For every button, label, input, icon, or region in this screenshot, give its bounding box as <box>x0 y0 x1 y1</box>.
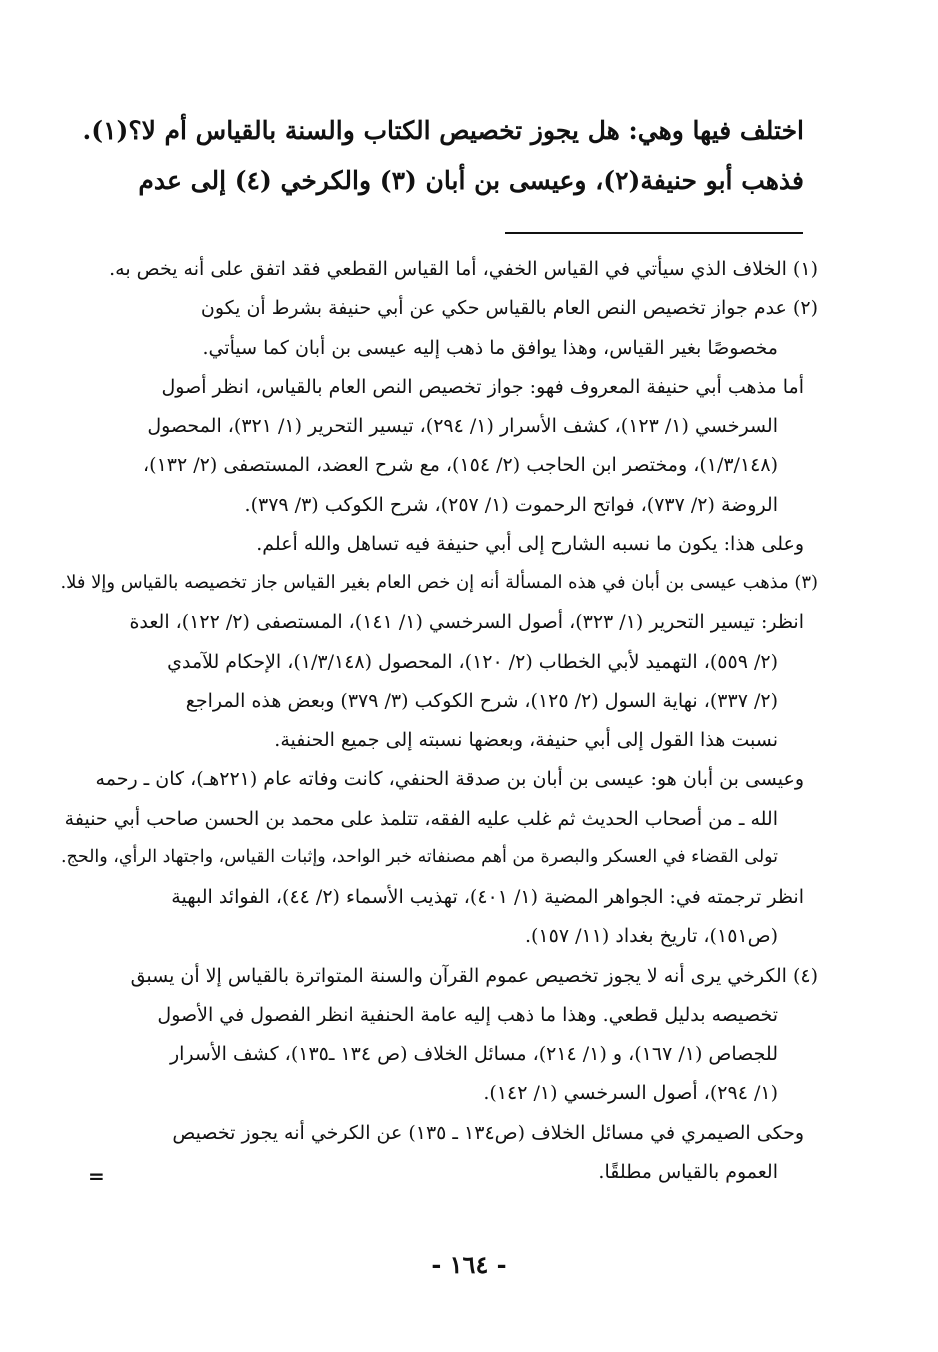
footnote-line: (١/ ٢٩٤)، أصول السرخسي (١/ ١٤٢). <box>483 1082 778 1104</box>
footnote-line: (٢) عدم جواز تخصيص النص العام بالقياس حكي عن أبي حنيفة بشرط أن يكون <box>200 297 818 319</box>
footnote-separator <box>505 232 803 234</box>
footnote-line: للجصاص (١/ ١٦٧)، و (١/ ٢١٤)، مسائل الخلاف (ص ١٣٤ ـ١٣٥)، كشف الأسرار <box>169 1043 778 1065</box>
footnote-line: نسبت هذا القول إلى أبي حنيفة، وبعضها نسبته إلى جميع الحنفية. <box>274 729 778 751</box>
footnote-line: انظر: تيسير التحرير (١/ ٣٢٣)، أصول السرخسي (١/ ١٤١)، المستصفى (٢/ ١٢٢)، العدة <box>129 611 804 633</box>
footnote-line: تخصيصه بدليل قطعي. وهذا ما ذهب إليه عامة الحنفية انظر الفصول في الأصول <box>157 1004 778 1026</box>
footnote-line: وعيسى بن أبان هو: عيسى بن أبان بن صدقة الحنفي، كانت وفاته عام (٢٢١هـ)، كان ـ رحمه <box>95 768 804 790</box>
footnote-line: (١/٣/١٤٨)، ومختصر ابن الحاجب (٢/ ١٥٤)، مع شرح العضد، المستصفى (٢/ ١٣٢)، <box>143 454 778 476</box>
main-text-line: اختلف فيها وهي: هل يجوز تخصيص الكتاب والسنة بالقياس أم لا؟(١). <box>82 116 804 145</box>
main-text-line: فذهب أبو حنيفة(٢)، وعيسى بن أبان (٣) والكرخي (٤) إلى عدم <box>138 166 804 195</box>
footnote-line: أما مذهب أبي حنيفة المعروف فهو: جواز تخصيص النص العام بالقياس، انظر أصول <box>161 376 804 398</box>
footnote-line: السرخسي (١/ ١٢٣)، كشف الأسرار (١/ ٢٩٤)، تيسير التحرير (١/ ٣٢١)، المحصول <box>147 415 778 437</box>
footnote-line: وعلى هذا: يكون ما نسبه الشارح إلى أبي حنيفة فيه تساهل والله أعلم. <box>256 533 804 555</box>
page-number: - ١٦٤ - <box>431 1250 507 1279</box>
footnote-line: الروضة (٢/ ٧٣٧)، فواتح الرحموت (١/ ٢٥٧)، شرح الكوكب (٣/ ٣٧٩). <box>244 494 778 516</box>
footnote-line: (٢/ ٥٥٩)، التهميد لأبي الخطاب (٢/ ١٢٠)، المحصول (١/٣/١٤٨)، الإحكام للآمدي <box>167 651 778 673</box>
footnote-line: (٣) مذهب عيسى بن أبان في هذه المسألة أنه إن خص العام بغير القياس جاز تخصيصه بالقياس وإلا فلا. <box>60 572 818 593</box>
footnote-line: مخصوصًا بغير القياس، وهذا يوافق ما ذهب إليه عيسى بن أبان كما سيأتي. <box>202 337 778 359</box>
continuation-mark: = <box>88 1164 105 1188</box>
footnote-line: (٤) الكرخي يرى أنه لا يجوز تخصيص عموم القرآن والسنة المتواترة بالقياس إلا أن يسبق <box>130 965 818 987</box>
footnote-line: وحكى الصيمري في مسائل الخلاف (ص١٣٤ ـ ١٣٥) عن الكرخي أنه يجوز تخصيص <box>172 1122 804 1144</box>
footnote-line: تولى القضاء في العسكر والبصرة من أهم مصنفاته خبر الواحد، وإثبات القياس، واجتهاد الرأي، والحج. <box>61 847 778 867</box>
footnote-line: (٢/ ٣٣٧)، نهاية السول (٢/ ١٢٥)، شرح الكوكب (٣/ ٣٧٩) وبعض هذه المراجع <box>185 690 778 712</box>
footnote-line: الله ـ من أصحاب الحديث ثم غلب عليه الفقه، تتلمذ على محمد بن الحسن صاحب أبي حنيفة <box>64 808 778 830</box>
footnote-line: (١) الخلاف الذي سيأتي في القياس الخفي، أما القياس القطعي فقد اتفق على أنه يخص به. <box>109 258 818 280</box>
footnote-line: العموم بالقياس مطلقًا. <box>598 1161 778 1183</box>
footnote-line: انظر ترجمته في: الجواهر المضية (١/ ٤٠١)، تهذيب الأسماء (٢/ ٤٤)، الفوائد البهية <box>171 886 804 908</box>
footnote-line: (ص١٥١)، تاريخ بغداد (١١/ ١٥٧). <box>524 925 778 947</box>
